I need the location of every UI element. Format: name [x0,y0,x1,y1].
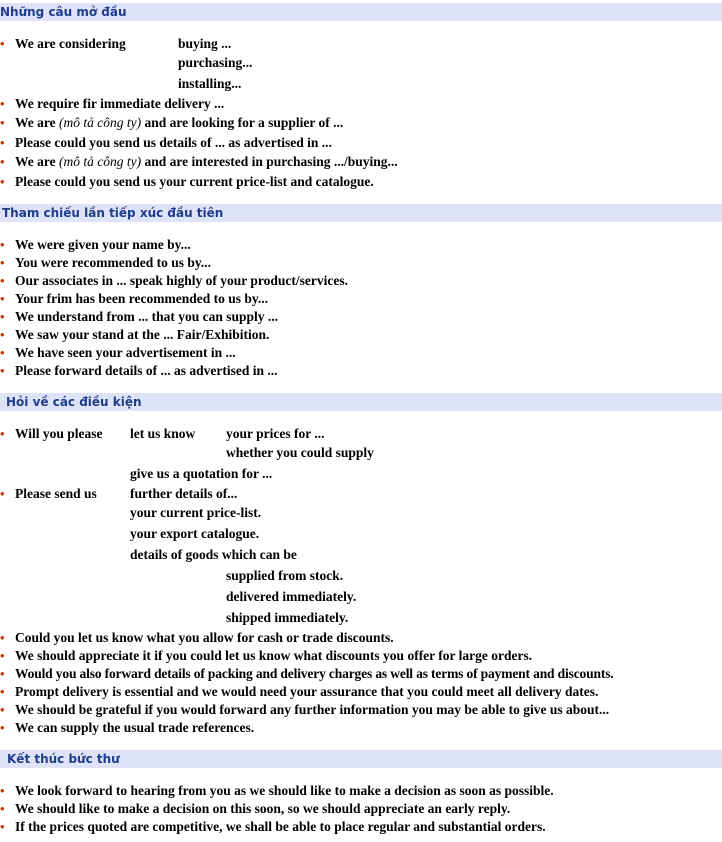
bullet: • [0,174,5,189]
bullet: • [0,154,5,169]
bullet: • [0,36,5,51]
quotation-phrase: give us a quotation for ... [130,466,273,481]
list-item: We understand from ... that you can supply ... [15,309,279,324]
list-item: We have seen your advertisement in ... [15,345,236,360]
bullet: • [0,648,5,663]
send-option: further details of... [130,486,238,501]
list-item: Would you also forward details of packing and delivery charges as well as terms of payment and discounts. [15,666,614,681]
bullet: • [0,96,5,111]
considering-option: purchasing... [178,55,253,70]
bullet: • [0,684,5,699]
list-item-considering: We are considering [15,36,126,51]
let-us-know-phrase: let us know [130,426,196,441]
bullet: • [0,115,5,130]
company-description-note: (mô tả công ty) [59,115,142,130]
list-item: We are (mô tả công ty) and are looking for a supplier of ... [15,115,344,130]
list-item: We require fir immediate delivery ... [15,96,225,111]
list-item: Please could you send us your current price-list and catalogue. [15,174,374,189]
bullet: • [0,783,5,798]
list-item-will-you-please: Will you please [15,426,103,441]
considering-option: installing... [178,76,242,91]
bullet: • [0,135,5,150]
list-item: Could you let us know what you allow for cash or trade discounts. [15,630,394,645]
list-item: We should like to make a decision on this soon, so we should appreciate an early reply. [15,801,511,816]
bullet: • [0,486,5,501]
list-item: We look forward to hearing from you as we should like to make a decision as soon as possible. [15,783,554,798]
bullet: • [0,702,5,717]
goods-option: delivered immediately. [226,589,357,604]
list-item: Your frim has been recommended to us by... [15,291,269,306]
list-item-please-send-us: Please send us [15,486,97,501]
let-us-know-option: your prices for ... [226,426,325,441]
list-item: Our associates in ... speak highly of your product/services. [15,273,349,288]
bullet: • [0,309,5,324]
send-option: details of goods which can be [130,547,297,562]
bullet: • [0,426,5,441]
goods-option: supplied from stock. [226,568,344,583]
goods-option: shipped immediately. [226,610,349,625]
list-item: Please forward details of ... as advertised in ... [15,363,278,378]
bullet: • [0,291,5,306]
section-header-closing: Kết thúc bức thư [0,750,722,768]
bullet: • [0,237,5,252]
list-item: We should be grateful if you would forward any further information you may be able to give us about... [15,702,610,717]
list-item: We saw your stand at the ... Fair/Exhibition. [15,327,270,342]
bullet: • [0,720,5,735]
list-item: We were given your name by... [15,237,191,252]
list-item: Please could you send us details of ... as advertised in ... [15,135,332,150]
bullet: • [0,819,5,834]
list-item: Prompt delivery is essential and we would need your assurance that you could meet all delivery dates. [15,684,599,699]
list-item: If the prices quoted are competitive, we shall be able to place regular and substantial orders. [15,819,546,834]
list-item: We can supply the usual trade references. [15,720,255,735]
section-header-conditions: Hỏi về các điều kiện [0,393,722,411]
list-item: We are (mô tả công ty) and are interested in purchasing .../buying... [15,154,398,169]
list-item: You were recommended to us by... [15,255,211,270]
bullet: • [0,327,5,342]
send-option: your current price-list. [130,505,262,520]
send-option: your export catalogue. [130,526,260,541]
section-header-reference: Tham chiếu lần tiếp xúc đầu tiên [0,204,722,222]
section-header-opening: Những câu mở đầu [0,3,722,21]
bullet: • [0,345,5,360]
bullet: • [0,363,5,378]
bullet: • [0,255,5,270]
list-item: We should appreciate it if you could let us know what discounts you offer for large orders. [15,648,533,663]
considering-option: buying ... [178,36,232,51]
bullet: • [0,273,5,288]
bullet: • [0,666,5,681]
company-description-note: (mô tả công ty) [59,154,142,169]
let-us-know-option: whether you could supply [226,445,374,460]
bullet: • [0,630,5,645]
bullet: • [0,801,5,816]
